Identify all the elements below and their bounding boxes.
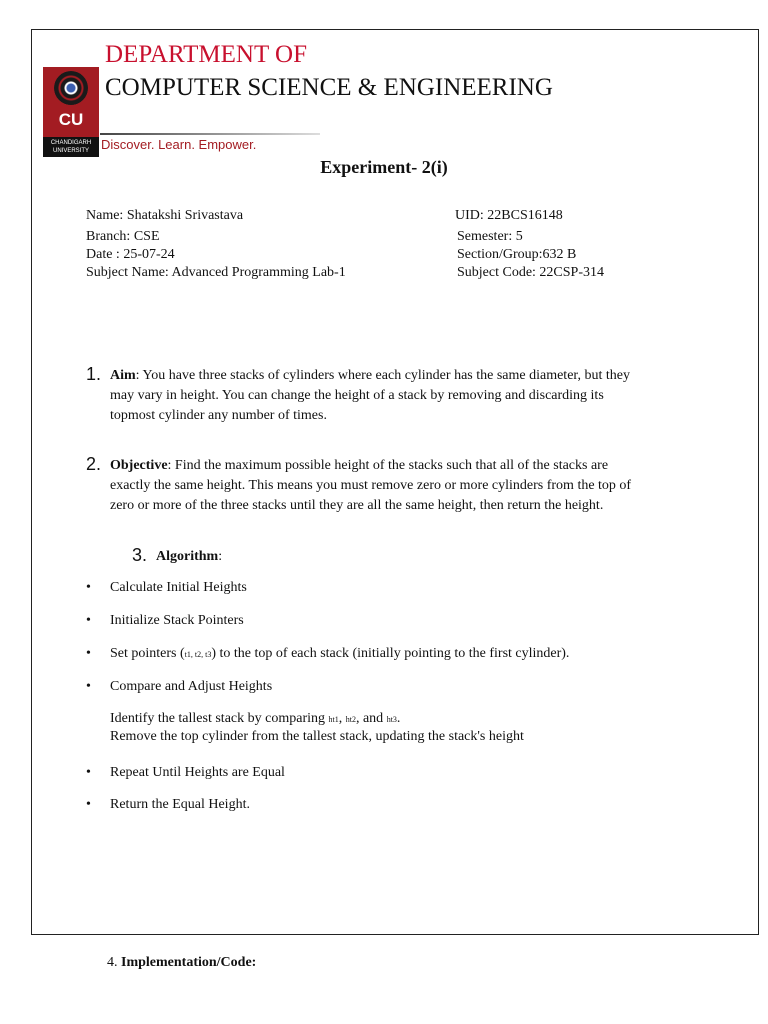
implementation-heading	[107, 953, 256, 973]
objective-section	[110, 456, 730, 516]
algorithm-detail	[110, 711, 400, 727]
algorithm-step	[110, 646, 569, 662]
bullet-icon: •	[86, 646, 91, 661]
semester: Semester: 5	[457, 229, 523, 244]
student-name: Name: Shatakshi Srivastava	[86, 208, 244, 223]
objective-text-line2: exactly the same height. This means you must remove zero or more cylinders from the top of	[110, 478, 632, 493]
separator: ,	[338, 711, 346, 726]
department-name: COMPUTER SCIENCE & ENGINEERING	[105, 74, 553, 101]
section-group: Section/Group:632 B	[457, 247, 577, 262]
algorithm-heading	[156, 547, 222, 567]
aim-section	[110, 366, 710, 426]
student-uid: UID: 22BCS16148	[455, 208, 563, 223]
subject-name: Subject Name: Advanced Programming Lab-1	[86, 265, 346, 280]
algorithm-label: Algorithm	[156, 549, 219, 564]
detail-text: .	[396, 711, 401, 726]
subject-code: Subject Code: 22CSP-314	[457, 265, 605, 280]
step-text: Set pointers (	[110, 646, 185, 661]
aim-text-line3: topmost cylinder any number of times.	[110, 408, 327, 423]
date: Date : 25-07-24	[86, 247, 175, 262]
aim-number: 1.	[86, 364, 102, 384]
aim-label: Aim	[110, 368, 136, 383]
implementation-label: Implementation/Code:	[121, 955, 257, 970]
university-logo	[43, 67, 99, 157]
algorithm-step: Return the Equal Height.	[110, 797, 250, 812]
bullet-icon: •	[86, 580, 91, 595]
bullet-icon: •	[86, 679, 91, 694]
objective-text-line3: zero or more of the three stacks until they are all the same height, then return the height.	[110, 498, 604, 513]
pointer-label: t2	[194, 650, 202, 659]
algorithm-colon: :	[218, 549, 223, 564]
experiment-title: Experiment- 2(i)	[320, 157, 448, 177]
objective-label: Objective	[110, 458, 168, 473]
implementation-number: 4.	[107, 955, 118, 970]
department-heading: DEPARTMENT OF	[105, 41, 308, 68]
emblem-icon	[54, 71, 88, 105]
height-label: ht2	[345, 715, 356, 724]
header-divider	[100, 133, 320, 135]
algorithm-step: Calculate Initial Heights	[110, 580, 247, 595]
aim-text-line2: may vary in height. You can change the height of a stack by removing and discarding its	[110, 388, 604, 403]
tagline: Discover. Learn. Empower.	[101, 137, 257, 152]
separator: ,	[201, 650, 206, 659]
separator: ,	[190, 650, 195, 659]
pointer-label: t3	[205, 650, 212, 659]
detail-text: Identify the tallest stack by comparing	[110, 711, 329, 726]
pointer-label: t1	[184, 650, 191, 659]
objective-text-line1: : Find the maximum possible height of the stacks such that all of the stacks are	[167, 458, 609, 473]
algorithm-step: Compare and Adjust Heights	[110, 679, 273, 694]
bullet-icon: •	[86, 797, 91, 812]
separator: , and	[355, 711, 387, 726]
branch: Branch: CSE	[86, 229, 160, 244]
bullet-icon: •	[86, 613, 91, 628]
logo-university-name: CHANDIGARH UNIVERSITY	[43, 137, 99, 157]
bullet-icon: •	[86, 765, 91, 780]
objective-number: 2.	[86, 454, 102, 474]
algorithm-step: Initialize Stack Pointers	[110, 613, 244, 628]
logo-initials: CU	[58, 110, 84, 129]
aim-text-line1: : You have three stacks of cylinders where each cylinder has the same diameter, but they	[135, 368, 630, 383]
step-text: ) to the top of each stack (initially pointing to the first cylinder).	[211, 646, 570, 661]
algorithm-number: 3.	[132, 545, 148, 565]
height-label: ht1	[328, 715, 339, 724]
algorithm-step: Repeat Until Heights are Equal	[110, 765, 285, 780]
algorithm-detail: Remove the top cylinder from the tallest stack, updating the stack's height	[110, 729, 524, 744]
height-label: ht3	[386, 715, 397, 724]
